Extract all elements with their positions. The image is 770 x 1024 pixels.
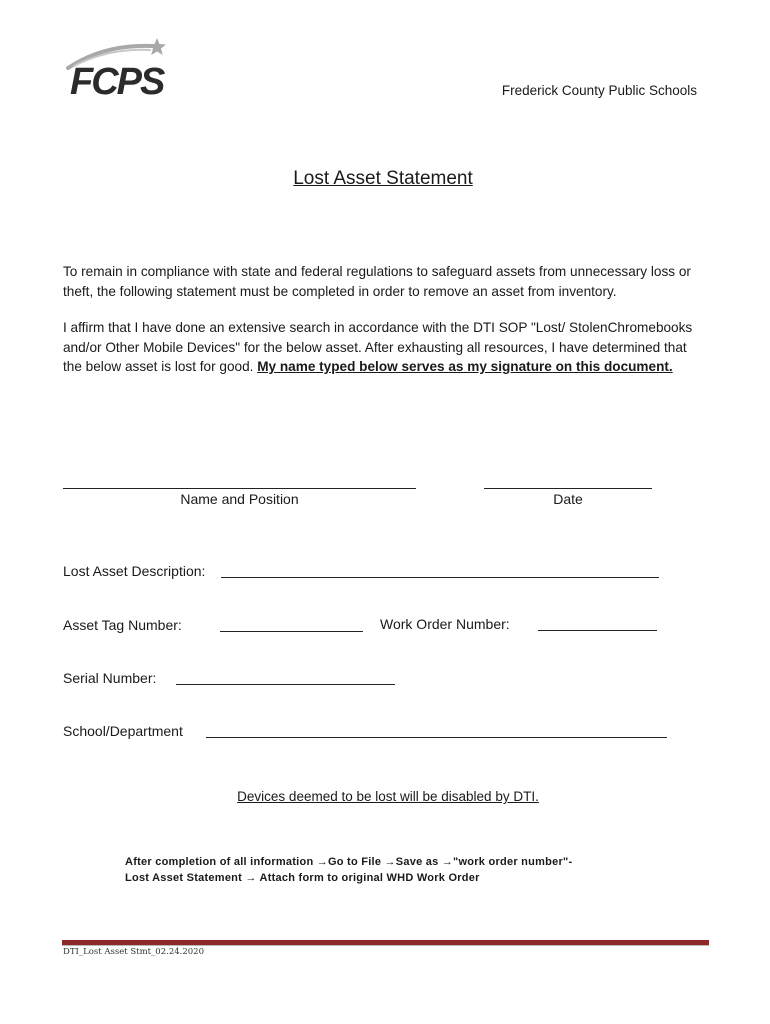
intro-paragraph: To remain in compliance with state and federal regulations to safeguard assets from unnecessary loss or theft, the following statement must be completed in order to remove an asset from inventory.	[63, 264, 691, 299]
work-order-number-field[interactable]	[538, 630, 657, 631]
affirmation-text: I affirm that I have done an extensive search in accordance with the DTI SOP "Lost/ StolenChromebooks and/or Other Mobile Devices" for the below asset. After exhausting all resources, I have determined that the below asset is lost for good.	[63, 320, 693, 374]
instructions-line-2: Lost Asset Statement → Attach form to original WHD Work Order	[125, 871, 480, 884]
fcps-logo	[64, 36, 172, 102]
organization-name: Frederick County Public Schools	[501, 83, 697, 98]
signature-note: My name typed below serves as my signature on this document.	[257, 359, 673, 374]
disable-notice: Devices deemed to be lost will be disabled by DTI.	[237, 789, 539, 804]
asset-tag-number-label: Asset Tag Number:	[63, 617, 182, 633]
work-order-number-label: Work Order Number:	[380, 616, 510, 632]
logo-text: FCPS	[70, 61, 164, 102]
document-title: Lost Asset Statement	[293, 168, 473, 189]
save-instructions	[125, 855, 572, 886]
footer-rule	[62, 940, 709, 946]
name-position-label: Name and Position	[180, 491, 299, 507]
serial-number-label: Serial Number:	[63, 670, 157, 686]
date-label: Date	[553, 491, 583, 507]
date-signature-line[interactable]	[484, 488, 652, 489]
school-department-label: School/Department	[63, 723, 183, 739]
asset-tag-number-field[interactable]	[220, 631, 363, 632]
footer-document-id: DTI_Lost Asset Stmt_02.24.2020	[63, 947, 204, 957]
name-signature-line[interactable]	[63, 488, 416, 489]
lost-asset-description-label: Lost Asset Description:	[63, 563, 206, 579]
affirmation-paragraph	[63, 318, 703, 377]
school-department-field[interactable]	[206, 737, 667, 738]
serial-number-field[interactable]	[176, 684, 395, 685]
instructions-line-1: After completion of all information →Go to File →Save as →"work order number"-	[125, 856, 573, 868]
lost-asset-description-field[interactable]	[221, 577, 659, 578]
logo-star-icon	[148, 38, 166, 55]
